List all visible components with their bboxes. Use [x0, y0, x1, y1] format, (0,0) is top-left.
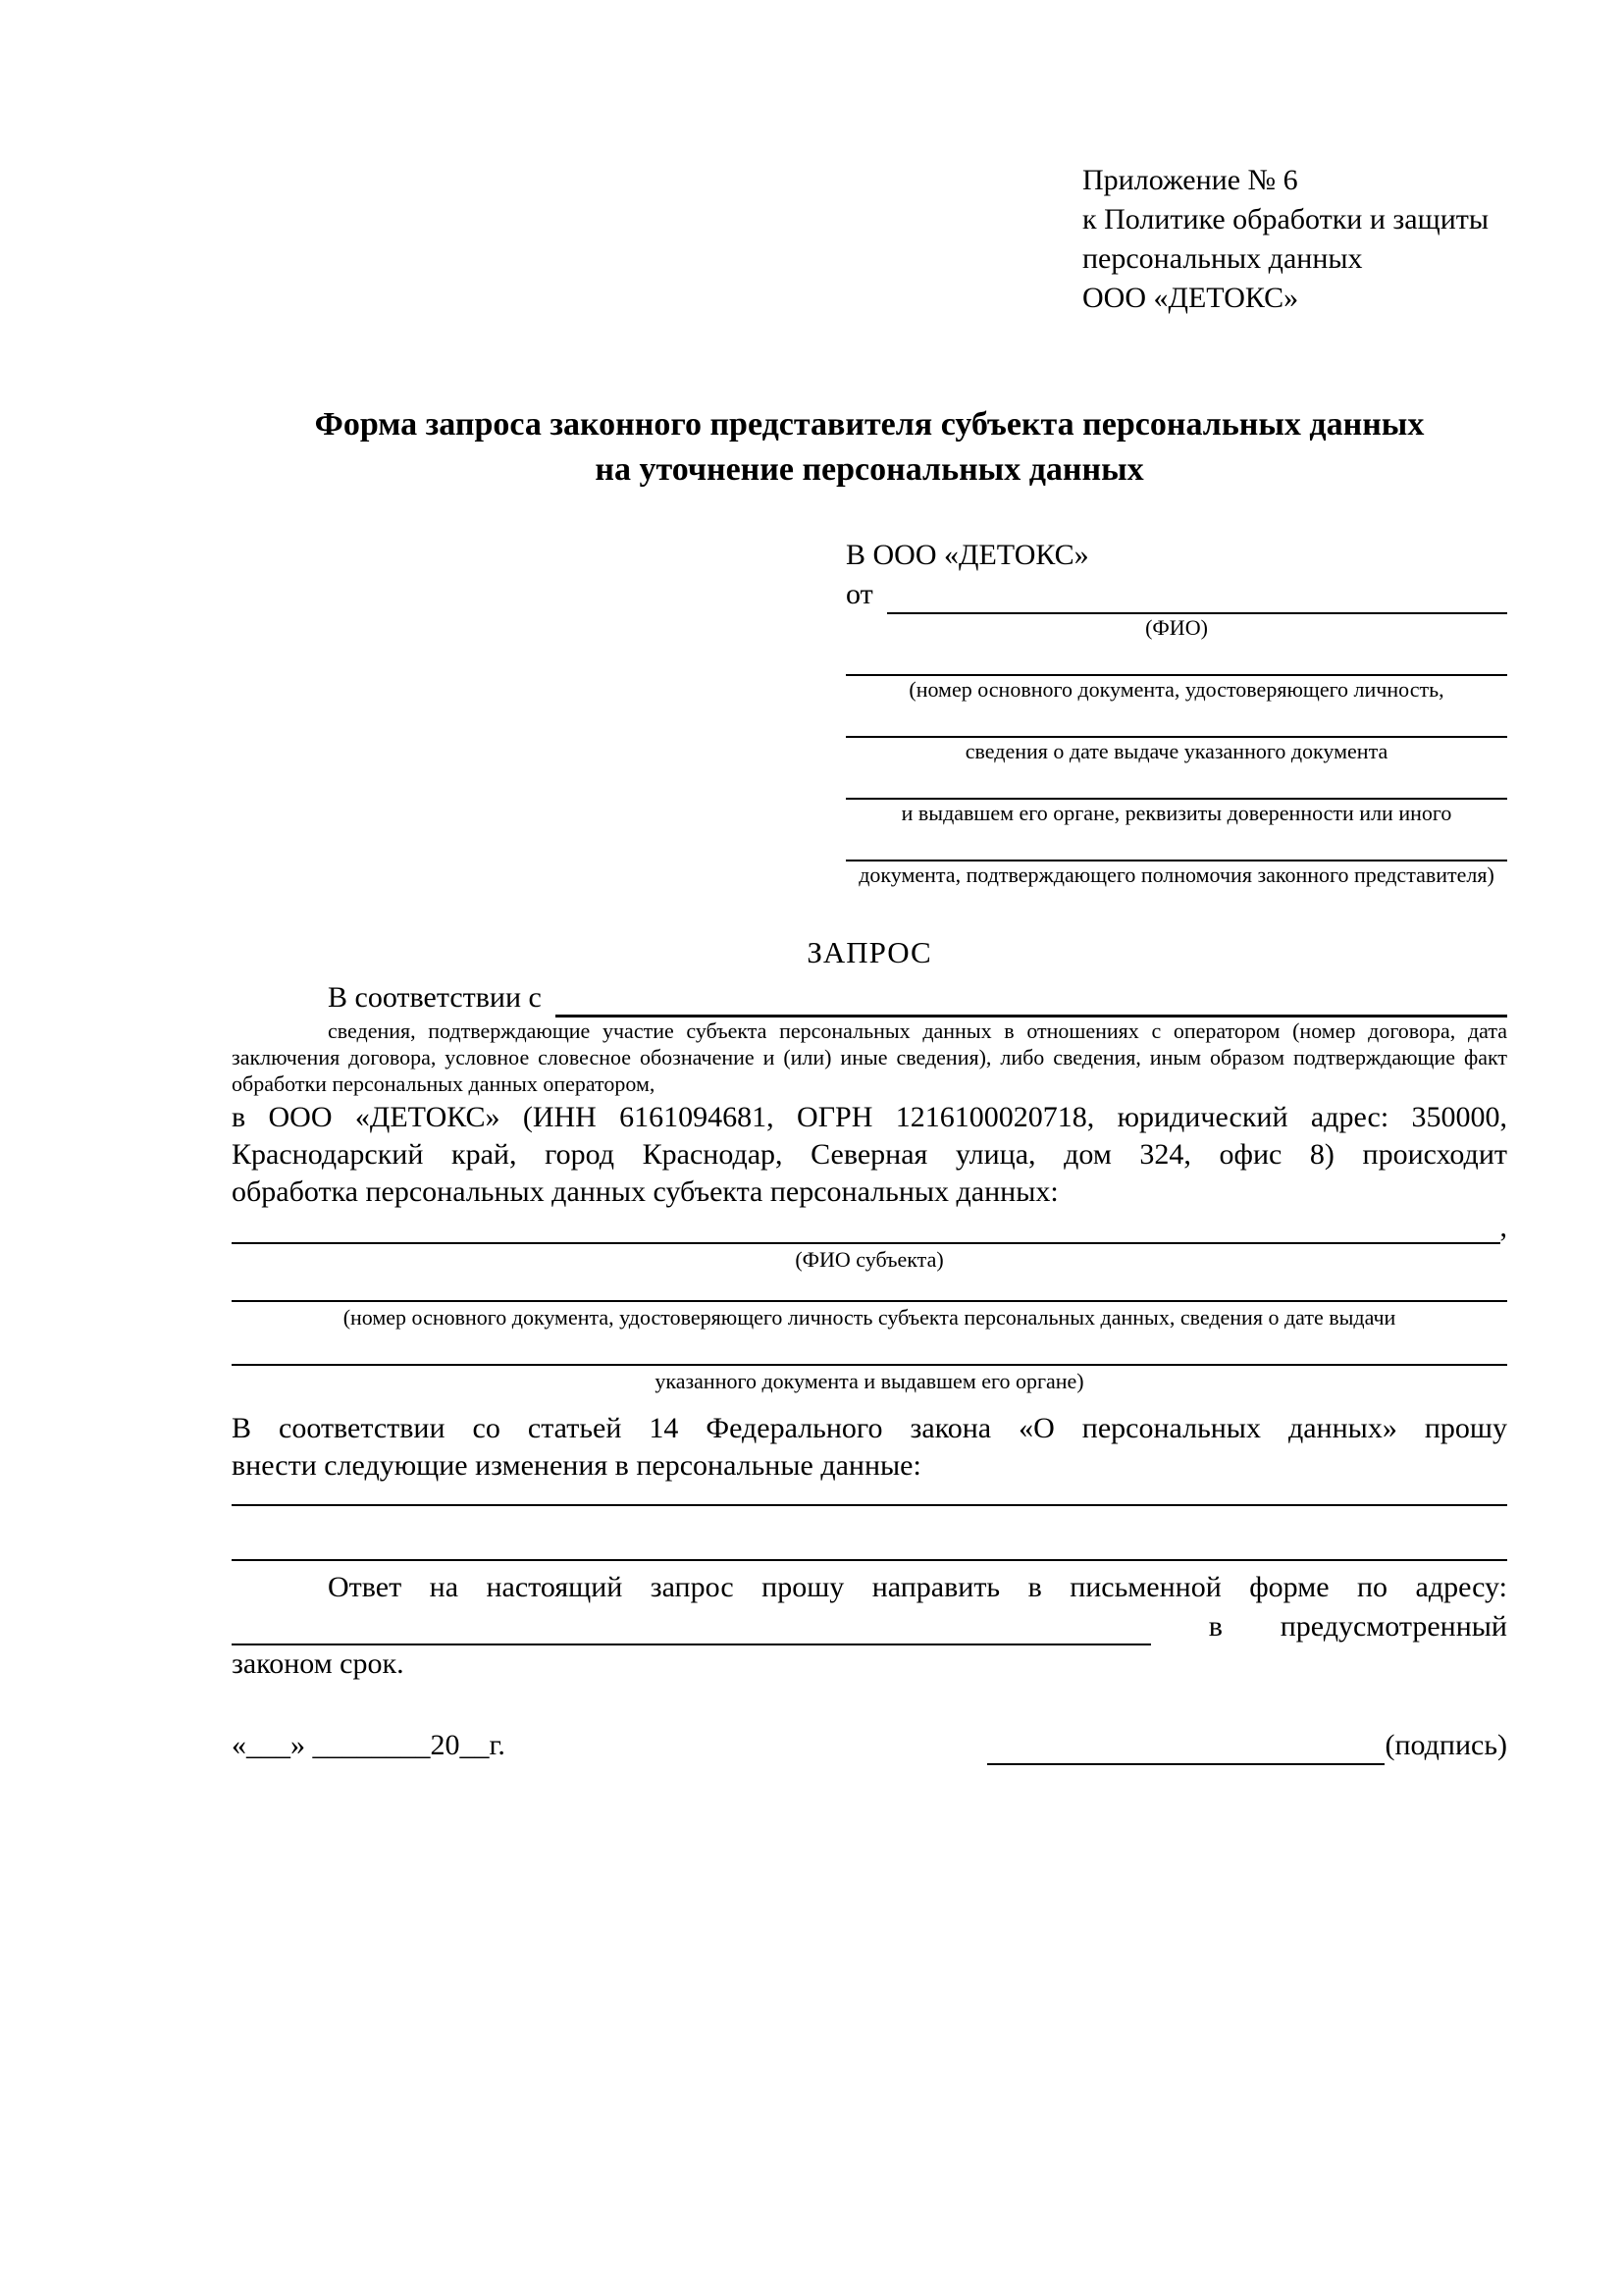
fine-print-note [232, 1018, 1507, 1097]
law-line: В соответствии со статьей 14 Федерального закона «О персональных данных» прошу [232, 1412, 1507, 1444]
operator-line: обработка персональных данных субъекта персональных данных: [232, 1175, 1059, 1208]
operator-line: в ООО «ДЕТОКС» (ИНН 6161094681, ОГРН 1216100020718, юридический адрес: 350000, [232, 1101, 1507, 1133]
date-signature-row [232, 1726, 1507, 1765]
doc-blank-line-1 [846, 641, 1507, 676]
intro-label: В соответствии с [328, 981, 542, 1014]
subject-fio-field [232, 1211, 1507, 1244]
trailing-comma: , [1499, 1211, 1507, 1243]
subject-doc-blank-line-2 [232, 1331, 1507, 1366]
appendix-policy-line2: персональных данных [1082, 242, 1363, 275]
fio-caption: (ФИО) [1145, 615, 1208, 640]
reply-paragraph [232, 1569, 1507, 1683]
doc-blank-line-3 [846, 764, 1507, 800]
law-paragraph [232, 1410, 1507, 1485]
addressee-to: В ООО «ДЕТОКС» [846, 539, 1089, 571]
signature-blank-line [987, 1736, 1385, 1765]
operator-paragraph [232, 1099, 1507, 1211]
from-field [846, 575, 1507, 614]
intro-field [232, 978, 1507, 1018]
form-title-line2: на уточнение персональных данных [595, 451, 1144, 488]
reply-address-field [232, 1606, 1507, 1645]
law-line: внести следующие изменения в персональные данные: [232, 1449, 921, 1482]
form-title [232, 402, 1507, 493]
subject-doc-blank-line-1 [232, 1273, 1507, 1302]
subject-fio-blank-line [232, 1219, 1500, 1244]
subject-fio-caption: (ФИО субъекта) [795, 1247, 944, 1272]
intro-blank-line [555, 984, 1507, 1018]
fio-blank-line [887, 581, 1507, 614]
signature-caption: (подпись) [1385, 1729, 1507, 1761]
doc-blank-line-2 [846, 703, 1507, 738]
reply-word-1: в [1208, 1610, 1223, 1643]
address-blank-line [232, 1616, 1151, 1645]
form-title-line1: Форма запроса законного представителя субъекта персональных данных [314, 406, 1425, 443]
appendix-policy-line: к Политике обработки и защиты [1082, 203, 1490, 235]
fine-print-line: сведения, подтверждающие участие субъекта персональных данных в отношениях с оператором (номер договора, дата [328, 1018, 1507, 1043]
appendix-header [1082, 161, 1507, 318]
operator-line: Краснодарский край, город Краснодар, Северная улица, дом 324, офис 8) происходит [232, 1138, 1507, 1171]
changes-blank-line-1 [232, 1485, 1507, 1506]
doc-caption-4: документа, подтверждающего полномочия законного представителя) [859, 862, 1494, 887]
appendix-company: ООО «ДЕТОКС» [1082, 282, 1299, 314]
reply-line-1: Ответ на настоящий запрос прошу направить в письменной форме по адресу: [328, 1571, 1507, 1603]
reply-line-3: законом срок. [232, 1647, 404, 1680]
request-heading: ЗАПРОС [807, 935, 932, 969]
appendix-number: Приложение № 6 [1082, 164, 1298, 196]
signature-field [987, 1726, 1507, 1765]
fine-print-line: заключения договора, условное словесное обозначение и (или) иные сведения), либо сведения, иным образом подтверждающие факт [232, 1045, 1507, 1070]
subject-doc-caption-2: указанного документа и выдавшем его органе) [654, 1369, 1084, 1393]
doc-caption-2: сведения о дате выдаче указанного документа [965, 739, 1388, 763]
doc-caption-3: и выдавшем его органе, реквизиты доверенности или иного [901, 801, 1452, 825]
addressee-block [846, 536, 1507, 888]
reply-word-2: предусмотренный [1280, 1610, 1507, 1643]
doc-caption-1: (номер основного документа, удостоверяющего личность, [909, 677, 1444, 702]
changes-blank-line-2 [232, 1506, 1507, 1561]
from-label: от [846, 578, 873, 610]
subject-doc-caption-1: (номер основного документа, удостоверяющего личность субъекта персональных данных, сведения о дате выдачи [342, 1305, 1396, 1330]
doc-blank-line-4 [846, 826, 1507, 861]
fine-print-line: обработки персональных данных оператором, [232, 1071, 655, 1096]
date-field: «___» ________20__г. [232, 1729, 505, 1761]
